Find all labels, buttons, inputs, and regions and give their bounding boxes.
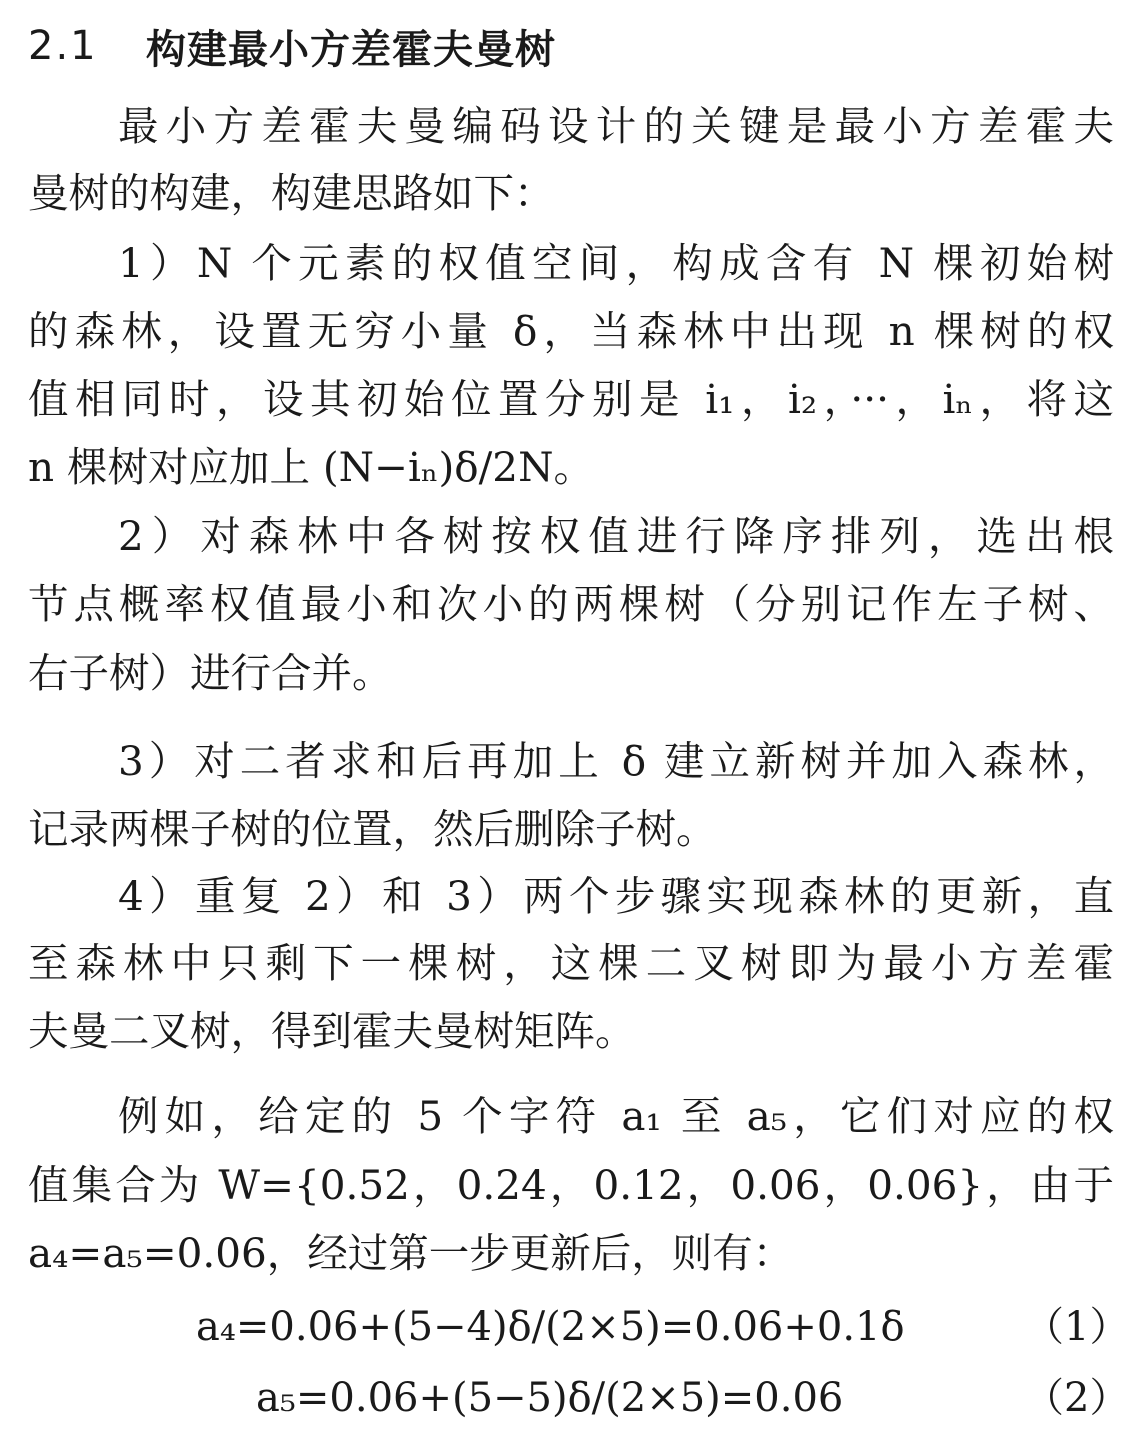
body-line: 3）对二者求和后再加上 δ 建立新树并加入森林，: [118, 737, 1114, 785]
body-line: n 棵树对应加上 (N−iₙ)δ/2N。: [28, 443, 595, 491]
body-line: 夫曼二叉树，得到霍夫曼树矩阵。: [28, 1007, 636, 1055]
section-number: 2.1: [28, 23, 98, 69]
body-line: 节点概率权值最小和次小的两棵树（分别记作左子树、: [28, 580, 1114, 628]
body-line: 记录两棵子树的位置，然后删除子树。: [28, 805, 717, 853]
body-line: 曼树的构建，构建思路如下：: [28, 169, 555, 217]
equation-1-label: （1）: [1024, 1304, 1130, 1350]
body-line: 1）N 个元素的权值空间，构成含有 N 棵初始树: [118, 239, 1114, 287]
body-line: a₄=a₅=0.06，经过第一步更新后，则有：: [28, 1229, 794, 1277]
body-line: 2）对森林中各树按权值进行降序排列，选出根: [118, 512, 1114, 560]
equation-2-label: （2）: [1024, 1375, 1130, 1421]
body-line: 4）重复 2）和 3）两个步骤实现森林的更新，直: [118, 872, 1114, 920]
body-line: 的森林，设置无穷小量 δ，当森林中出现 n 棵树的权: [28, 307, 1114, 355]
body-line: 值集合为 W={0.52，0.24，0.12，0.06，0.06}，由于: [28, 1161, 1114, 1209]
section-heading: [28, 14, 556, 78]
equation-2: a₅=0.06+(5−5)δ/(2×5)=0.06: [256, 1375, 844, 1421]
equation-1: a₄=0.06+(5−4)δ/(2×5)=0.06+0.1δ: [196, 1304, 905, 1350]
body-line: 右子树）进行合并。: [28, 649, 393, 697]
body-line: 至森林中只剩下一棵树，这棵二叉树即为最小方差霍: [28, 939, 1114, 987]
body-line: 例如，给定的 5 个字符 a₁ 至 a₅，它们对应的权: [118, 1092, 1114, 1140]
body-line: 最小方差霍夫曼编码设计的关键是最小方差霍夫: [118, 102, 1114, 150]
section-title: 构建最小方差霍夫曼树: [146, 26, 556, 73]
body-line: 值相同时，设其初始位置分别是 i₁，i₂，···，iₙ，将这: [28, 375, 1114, 423]
